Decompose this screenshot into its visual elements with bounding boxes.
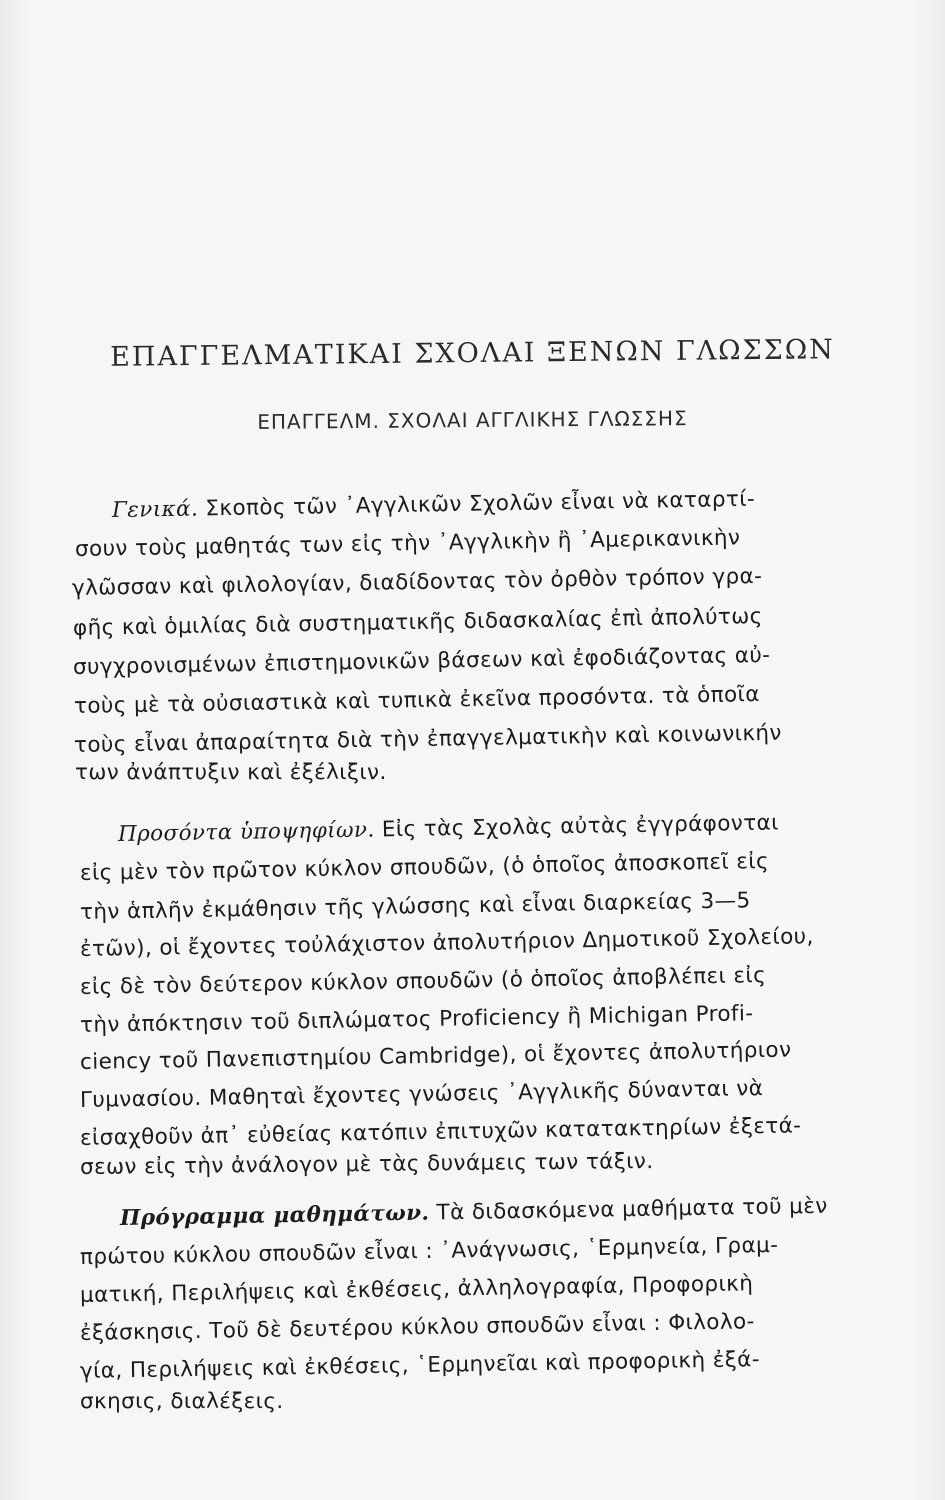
text-line: ματική, Περιλήψεις καὶ ἐκθέσεις, ἀλληλογραφία, Προφορικὴ	[79, 1271, 754, 1308]
text-line: εἰσαχθοῦν ἀπ᾿ εὐθείας κατόπιν ἐπιτυχῶν κατατακτηρίων ἐξετά-	[79, 1113, 802, 1151]
text-line: συγχρονισμένων ἐπιστημονικῶν βάσεων καὶ ἐφοδιάζοντας αὐ-	[72, 642, 771, 680]
page-subtitle: ΕΠΑΓΓΕΛΜ. ΣΧΟΛΑΙ ΑΓΓΛΙΚΗΣ ΓΛΩΣΣΗΣ	[257, 406, 688, 434]
text-line: σκησις, διαλέξεις.	[80, 1389, 284, 1414]
text-line: ἐτῶν), οἱ ἔχοντες τοὐλάχιστον ἀπολυτήριον Δημοτικοῦ Σχολείου,	[79, 924, 814, 962]
text-line: σεων εἰς τὴν ἀνάλογον μὲ τὰς δυνάμεις των τάξιν.	[79, 1148, 654, 1180]
page-title: ΕΠΑΓΓΕΛΜΑΤΙΚΑΙ ΣΧΟΛΑΙ ΞΕΝΩΝ ΓΛΩΣΣΩΝ	[110, 334, 835, 373]
text-line: τοὺς μὲ τὰ οὐσιαστικὰ καὶ τυπικὰ ἐκεῖνα προσόντα. τὰ ὁποῖα	[73, 682, 761, 719]
text-line: των ἀνάπτυξιν καὶ ἐξέλιξιν.	[75, 760, 387, 785]
text-line: εἰς δὲ τὸν δεύτερον κύκλον σπουδῶν (ὁ ὁποῖος ἀποβλέπει εἰς	[79, 963, 767, 1000]
section-lead-curriculum: Πρόγραμμα μαθημάτων.	[119, 1200, 430, 1231]
text-line: γλῶσσαν καὶ φιλολογίαν, διαδίδοντας τὸν ὀρθὸν τρόπον γρα-	[71, 563, 763, 601]
section-lead-qualifications: Προσόντα ὑποψηφίων.	[117, 817, 375, 847]
text-line: τοὺς εἶναι ἀπαραίτητα διὰ τὴν ἐπαγγελματικὴν καὶ κοινωνικήν	[73, 720, 783, 758]
text-line: εἰς μὲν τὸν πρῶτον κύκλον σπουδῶν, (ὁ ὁποῖος ἀποσκοπεῖ εἰς	[79, 848, 770, 886]
section-lead-general: Γενικά.	[111, 496, 199, 523]
text-line: ἐξάσκησις. Τοῦ δὲ δευτέρου κύκλου σπουδῶν εἶναι : Φιλολο-	[79, 1309, 755, 1346]
text-line: τὴν ἁπλῆν ἐκμάθησιν τῆς γλώσσης καὶ εἶναι διαρκείας 3—5	[79, 888, 751, 925]
text-line: γία, Περιλήψεις καὶ ἐκθέσεις, ῾Ερμηνεῖαι καὶ προφορικὴ ἐξά-	[79, 1347, 761, 1384]
text-line: σουν τοὺς μαθητάς των εἰς τὴν ᾿Αγγλικὴν ἢ ᾿Αμερικανικὴν	[74, 525, 741, 562]
text-line: ciency τοῦ Πανεπιστημίου Cambridge), οἱ ἔχοντες ἀπολυτήριον	[79, 1037, 792, 1075]
text-line: Πρόγραμμα μαθημάτων. Τὰ διδασκόμενα μαθήματα τοῦ μὲν	[119, 1193, 828, 1231]
text-line: Γυμνασίου. Μαθηταὶ ἔχοντες γνώσεις ᾿Αγγλικῆς δύνανται νὰ	[79, 1076, 764, 1113]
text-line: Προσόντα ὑποψηφίων. Εἰς τὰς Σχολὰς αὐτὰς ἐγγράφονται	[117, 810, 780, 847]
text-line: τὴν ἀπόκτησιν τοῦ διπλώματος Proficiency ἢ Michigan Profi-	[79, 1001, 754, 1038]
text-line: πρώτου κύκλου σπουδῶν εἶναι : ᾿Ανάγνωσις, ῾Ερμηνεία, Γραμ-	[79, 1232, 779, 1270]
text-line: Γενικά. Σκοπὸς τῶν ᾿Αγγλικῶν Σχολῶν εἶναι νὰ καταρτί-	[111, 486, 756, 523]
text-line: φῆς καὶ ὁμιλίας διὰ συστηματικῆς διδασκαλίας ἐπὶ ἀπολύτως	[72, 603, 763, 641]
